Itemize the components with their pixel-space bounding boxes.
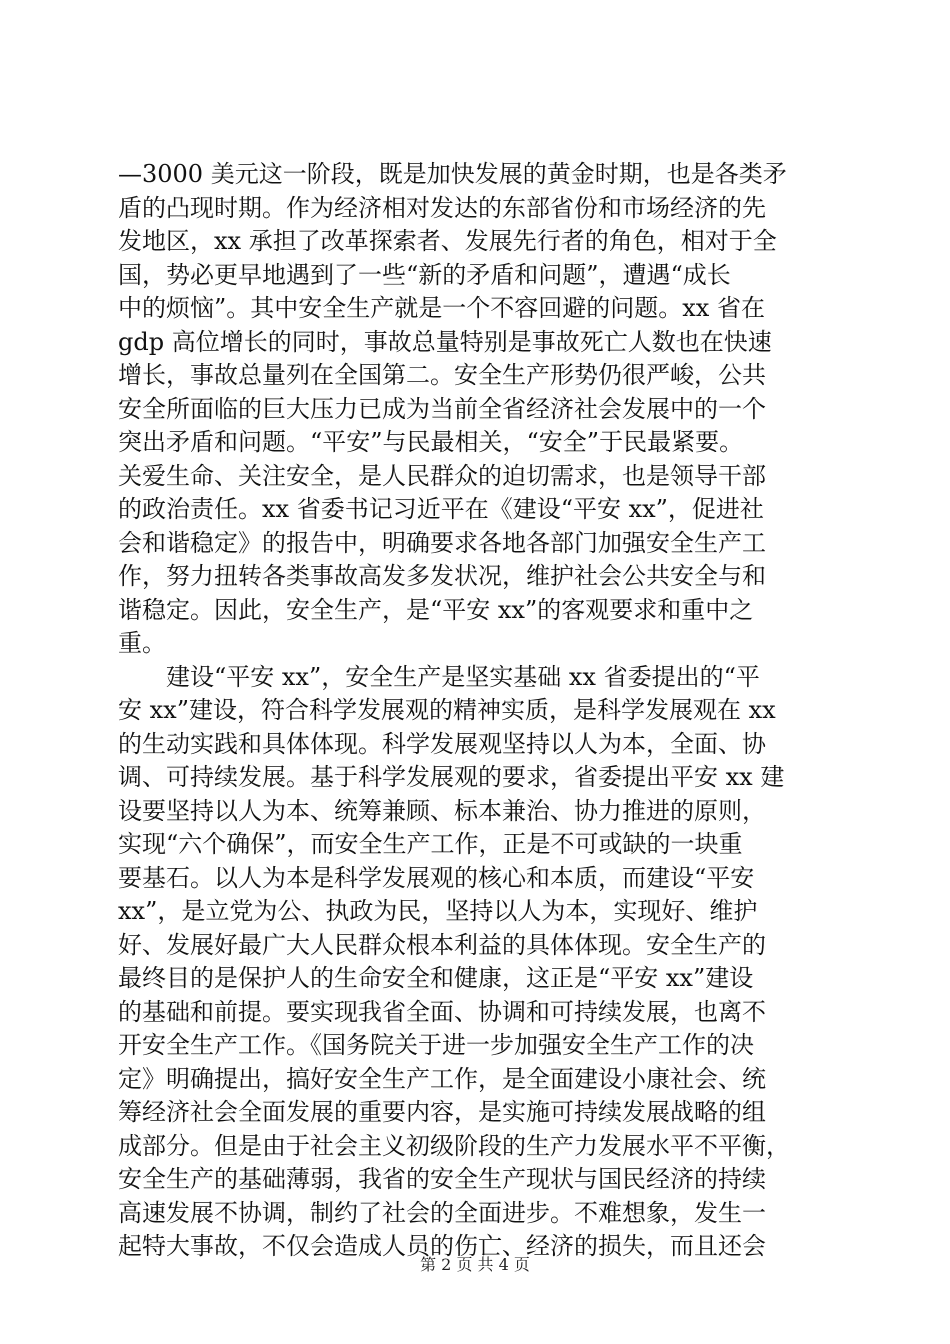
text-line: 重。: [118, 629, 166, 657]
text-line: 调、可持续发展。基于科学发展观的要求，省委提出平安 xx 建: [118, 763, 785, 791]
text-line: 要基石。以人为本是科学发展观的核心和本质，而建设“平安: [118, 863, 755, 892]
text-line: 增长，事故总量列在全国第二。安全生产形势仍很严峻，公共: [118, 361, 766, 389]
text-line: 安全生产的基础薄弱，我省的安全生产现状与国民经济的持续: [118, 1165, 766, 1193]
text-line: 国，势必更早地遇到了一些“新的矛盾和问题”，遭遇“成长: [118, 260, 731, 289]
text-line: 安全所面临的巨大压力已成为当前全省经济社会发展中的一个: [118, 394, 766, 423]
text-line: 发地区，xx 承担了改革探索者、发展先行者的角色，相对于全: [118, 227, 777, 255]
text-line: 中的烦恼”。其中安全生产就是一个不容回避的问题。xx 省在: [118, 294, 765, 322]
text-line: 高速发展不协调，制约了社会的全面进步。不难想象，发生一: [118, 1198, 766, 1227]
text-line: 谐稳定。因此，安全生产，是“平安 xx”的客观要求和重中之: [118, 595, 754, 624]
body-text: [118, 158, 838, 1264]
text-line: 成部分。但是由于社会主义初级阶段的生产力发展水平不平衡，: [118, 1131, 790, 1160]
text-line: 会和谐稳定》的报告中，明确要求各地各部门加强安全生产工: [118, 528, 766, 557]
text-line: 的政治责任。xx 省委书记习近平在《建设“平安 xx”，促进社: [118, 495, 764, 523]
text-line: 最终目的是保护人的生命安全和健康，这正是“平安 xx”建设: [118, 964, 754, 992]
text-line: 盾的凸现时期。作为经济相对发达的东部省份和市场经济的先: [118, 193, 766, 222]
text-line: 开安全生产工作。《国务院关于进一步加强安全生产工作的决: [118, 1031, 754, 1059]
text-line: xx”，是立党为公、执政为民，坚持以人为本，实现好、维护: [118, 897, 758, 925]
text-line: 定》明确提出，搞好安全生产工作，是全面建设小康社会、统: [118, 1064, 766, 1093]
text-line: 关爱生命、关注安全，是人民群众的迫切需求，也是领导干部: [118, 461, 766, 490]
text-line: 实现“六个确保”，而安全生产工作，正是不可或缺的一块重: [118, 830, 743, 858]
text-line: 的基础和前提。要实现我省全面、协调和可持续发展，也离不: [118, 997, 766, 1026]
text-line: gdp 高位增长的同时，事故总量特别是事故死亡人数也在快速: [118, 327, 772, 356]
text-line: 起特大事故，不仅会造成人员的伤亡、经济的损失，而且还会: [118, 1232, 766, 1260]
text-line: 设要坚持以人为本、统筹兼顾、标本兼治、协力推进的原则，: [118, 796, 766, 825]
text-line: 好、发展好最广大人民群众根本利益的具体体现。安全生产的: [118, 930, 766, 959]
text-line: 突出矛盾和问题。“平安”与民最相关，“安全”于民最紧要。: [118, 428, 744, 456]
page-footer: 第 2 页 共 4 页: [420, 1255, 530, 1274]
text-line: 作，努力扭转各类事故高发多发状况，维护社会公共安全与和: [118, 562, 766, 590]
text-line: 建设“平安 xx”，安全生产是坚实基础 xx 省委提出的“平: [118, 662, 760, 691]
text-line: 安 xx”建设，符合科学发展观的精神实质，是科学发展观在 xx: [118, 696, 776, 724]
text-line: 的生动实践和具体体现。科学发展观坚持以人为本，全面、协: [118, 729, 766, 758]
text-line: —3000 美元这一阶段，既是加快发展的黄金时期，也是各类矛: [118, 160, 787, 188]
text-line: 筹经济社会全面发展的重要内容，是实施可持续发展战略的组: [118, 1098, 766, 1126]
